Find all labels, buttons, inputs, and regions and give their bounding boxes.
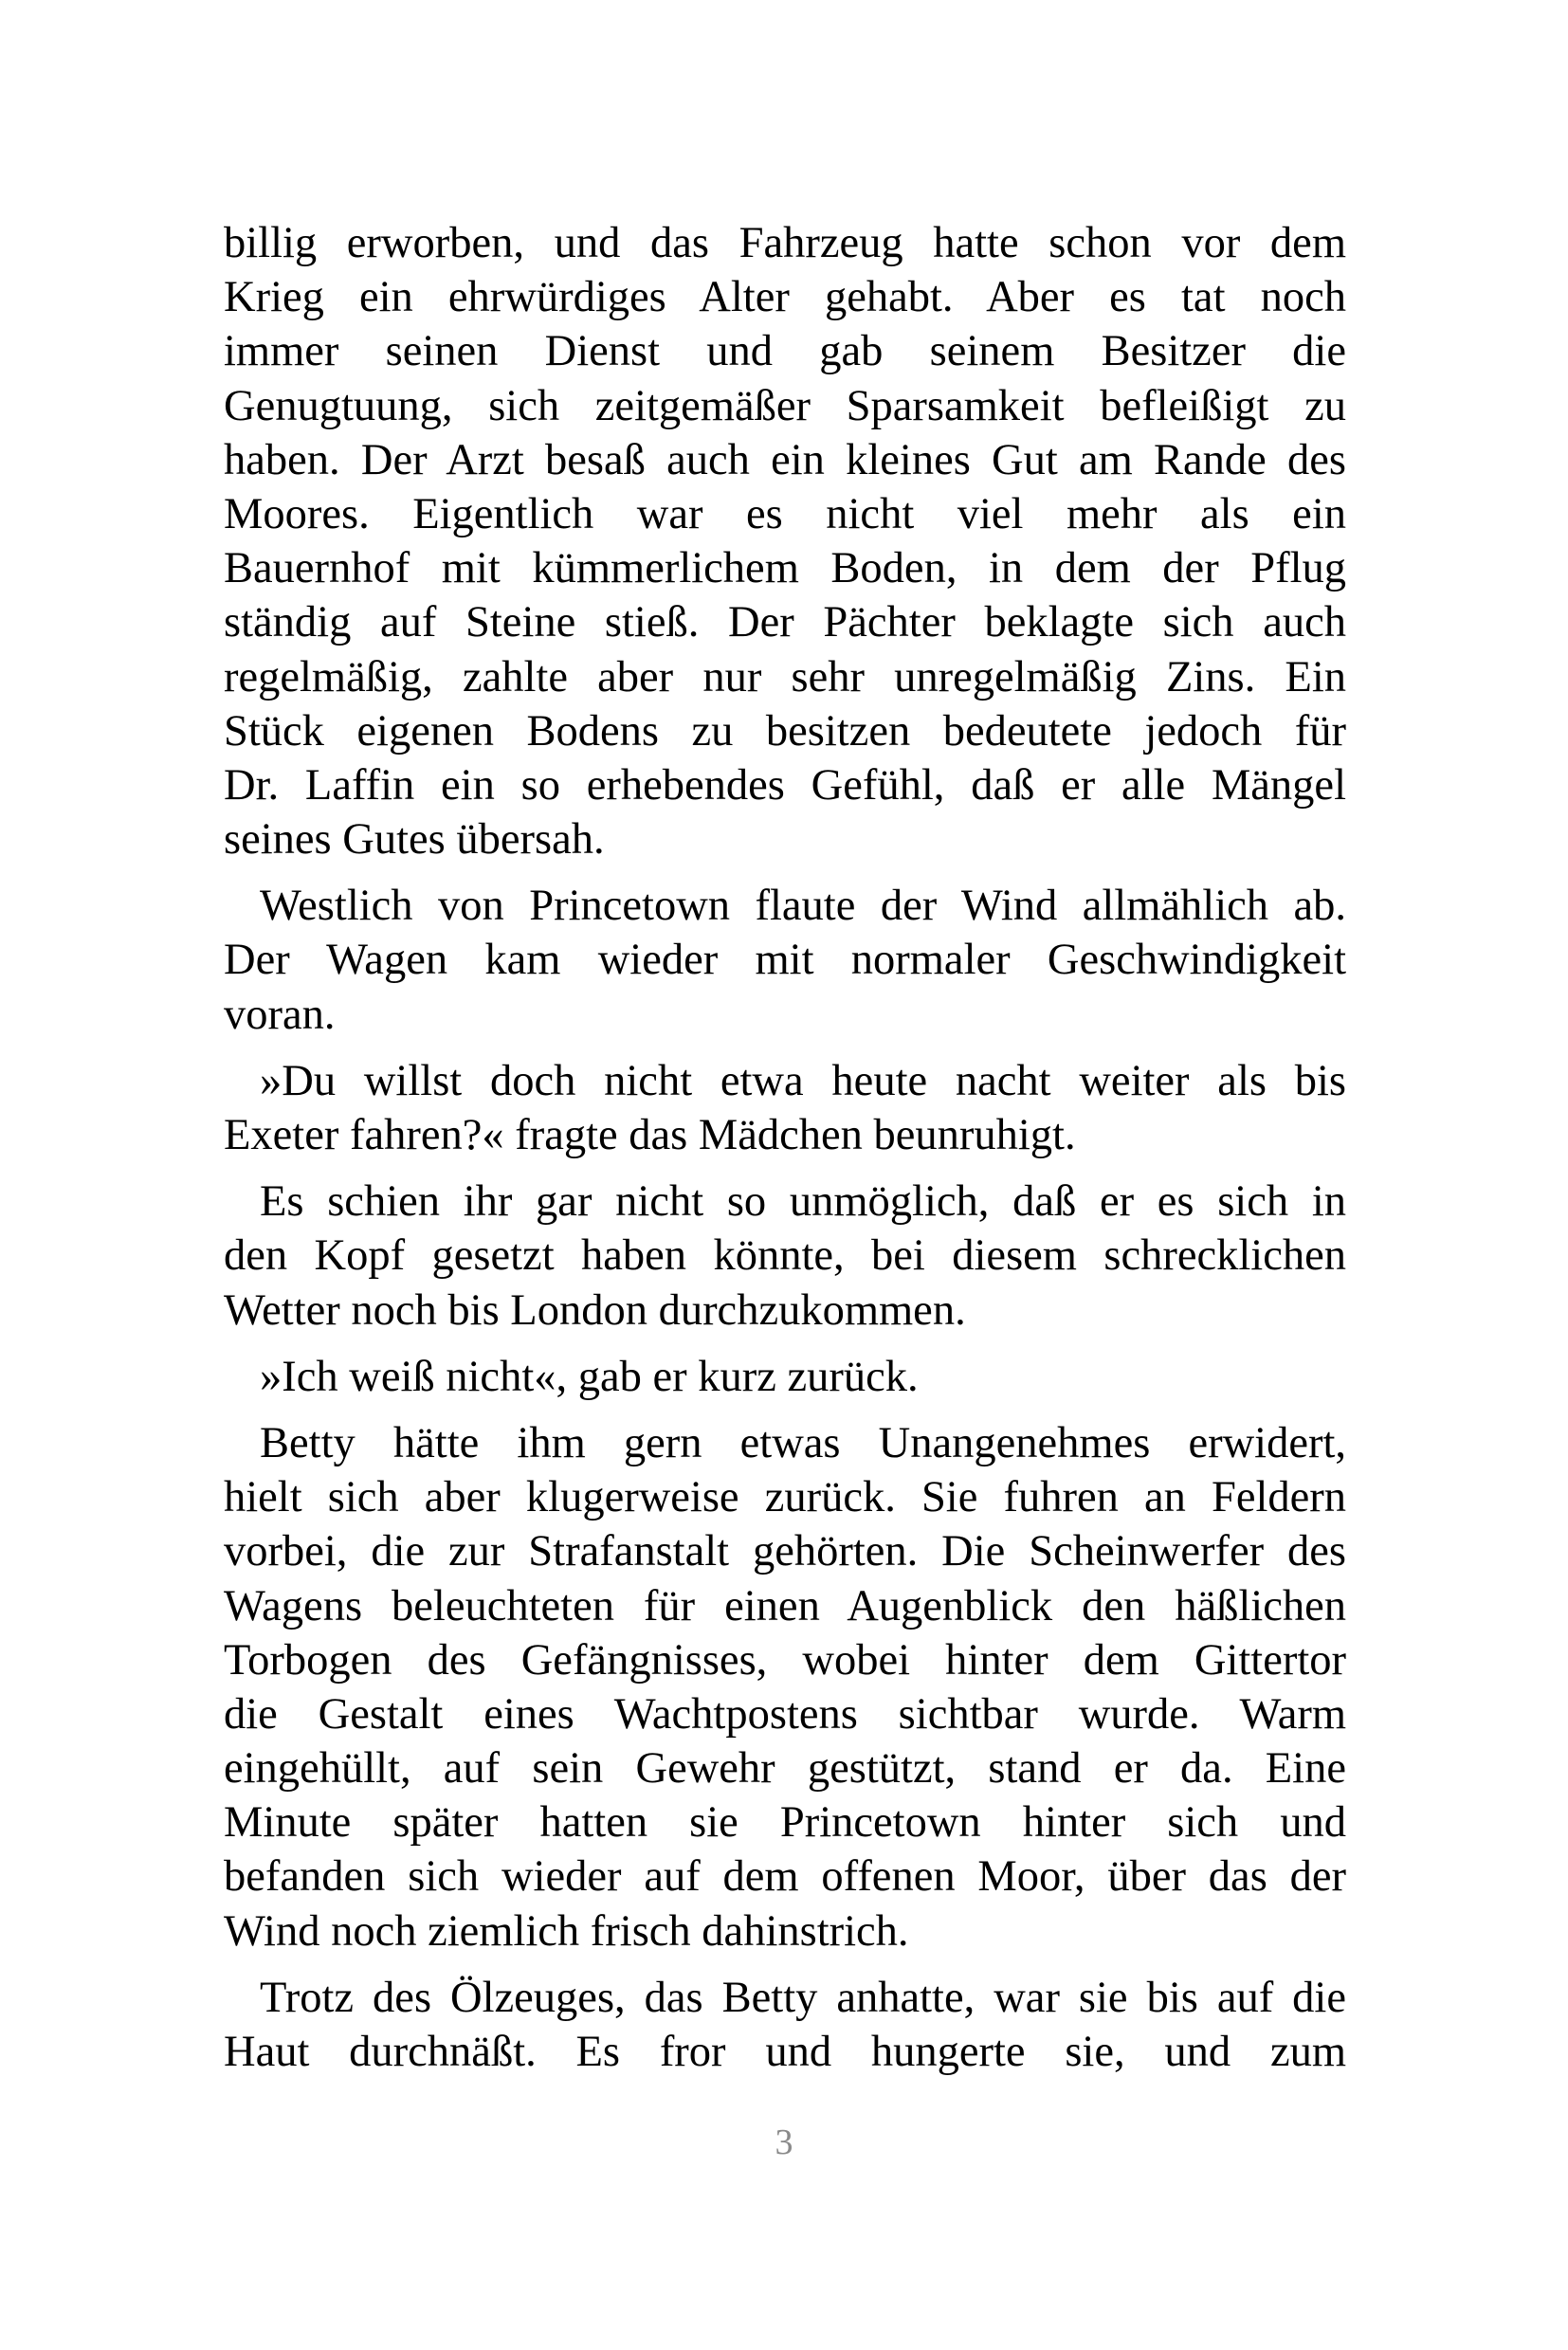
text-line: Der Wagen kam wieder mit normaler Geschwindigkeit xyxy=(224,936,1346,985)
paragraph xyxy=(224,216,1346,866)
text-line: Minute später hatten sie Princetown hinter sich und xyxy=(224,1798,1346,1848)
body-text xyxy=(224,216,1346,2091)
text-line: eingehüllt, auf sein Gewehr gestützt, stand er da. Eine xyxy=(224,1744,1346,1794)
text-line: haben. Der Arzt besaß auch ein kleines Gut am Rande des xyxy=(224,435,1346,484)
page-number: 3 xyxy=(775,2122,793,2162)
text-line: Krieg ein ehrwürdiges Alter gehabt. Aber es tat noch xyxy=(224,273,1346,322)
text-line: befanden sich wieder auf dem offenen Moor, über das der xyxy=(224,1852,1346,1902)
text-line: immer seinen Dienst und gab seinem Besitzer die xyxy=(224,327,1346,376)
text-line: Haut durchnäßt. Es fror und hungerte sie, und zum xyxy=(224,2028,1346,2076)
paragraph xyxy=(224,879,1346,1042)
text-line: seines Gutes übersah. xyxy=(224,815,605,865)
text-line: Genugtuung, sich zeitgemäßer Sparsamkeit befleißigt zu xyxy=(224,381,1346,430)
text-line: »Ich weiß nicht«, gab er kurz zurück. xyxy=(260,1352,919,1401)
text-line: Wind noch ziemlich frisch dahinstrich. xyxy=(224,1906,909,1956)
text-line: vorbei, die zur Strafanstalt gehörten. Die Scheinwerfer des xyxy=(224,1527,1346,1576)
text-line: »Du willst doch nicht etwa heute nacht weiter als bis xyxy=(260,1056,1346,1105)
text-line: ständig auf Steine stieß. Der Pächter beklagte sich auch xyxy=(224,598,1346,647)
text-line: Westlich von Princetown flaute der Wind allmählich ab. xyxy=(260,882,1346,931)
text-line: Dr. Laffin ein so erhebendes Gefühl, daß er alle Mängel xyxy=(224,760,1346,810)
text-line: Bauernhof mit kümmerlichem Boden, in dem der Pflug xyxy=(224,544,1346,593)
text-line: Stück eigenen Bodens zu besitzen bedeutete jedoch für xyxy=(224,706,1346,756)
paragraph xyxy=(224,1054,1346,1162)
text-line: regelmäßig, zahlte aber nur sehr unregelmäßig Zins. Ein xyxy=(224,652,1346,701)
text-line: Wetter noch bis London durchzukommen. xyxy=(224,1285,966,1335)
text-line: voran. xyxy=(224,990,336,1039)
text-line: Trotz des Ölzeuges, das Betty anhatte, war sie bis auf die xyxy=(260,1973,1346,2022)
text-line: Wagens beleuchteten für einen Augenblick den häßlichen xyxy=(224,1581,1346,1630)
paragraph xyxy=(224,1175,1346,1338)
text-line: Torbogen des Gefängnisses, wobei hinter dem Gittertor xyxy=(224,1635,1346,1685)
text-line: billig erworben, und das Fahrzeug hatte schon vor dem xyxy=(224,219,1346,267)
text-line: hielt sich aber klugerweise zurück. Sie fuhren an Feldern xyxy=(224,1473,1346,1522)
text-line: die Gestalt eines Wachtpostens sichtbar wurde. Warm xyxy=(224,1689,1346,1739)
paragraph xyxy=(224,1971,1346,2079)
paragraph xyxy=(224,1350,1346,1404)
text-line: Exeter fahren?« fragte das Mädchen beunruhigt. xyxy=(224,1111,1076,1159)
text-line: Es schien ihr gar nicht so unmöglich, daß er es sich in xyxy=(260,1177,1346,1227)
text-line: Moores. Eigentlich war es nicht viel mehr als ein xyxy=(224,489,1346,538)
paragraph xyxy=(224,1416,1346,1958)
text-line: den Kopf gesetzt haben könnte, bei diesem schrecklichen xyxy=(224,1231,1346,1281)
text-line: Betty hätte ihm gern etwas Unangenehmes erwidert, xyxy=(260,1418,1346,1467)
